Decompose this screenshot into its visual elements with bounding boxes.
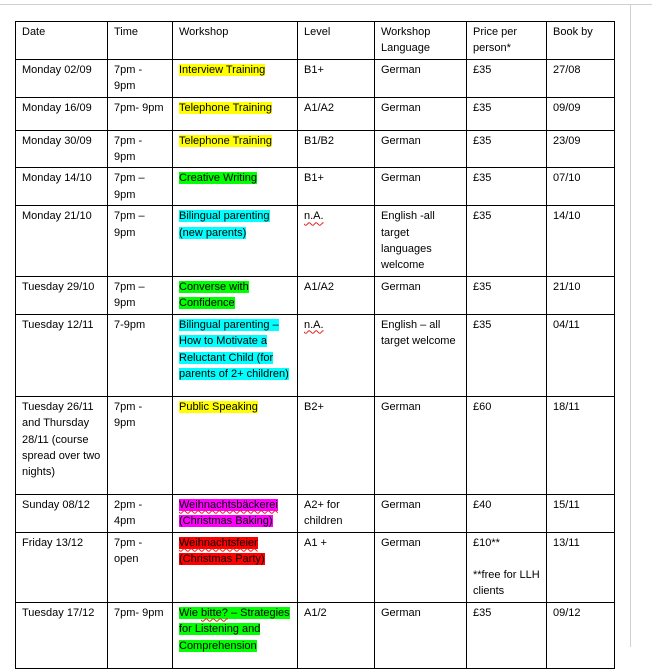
- table-row: [16, 276, 615, 314]
- cell-book-by: 09/09: [547, 97, 615, 130]
- cell-time: 7pm - 9pm: [108, 59, 173, 97]
- table-row: [16, 130, 615, 168]
- cell-date: Monday 30/09: [16, 130, 108, 168]
- workshop-highlight: [179, 537, 265, 565]
- cell-language: German: [375, 130, 467, 168]
- cell-date: Tuesday 17/12: [16, 602, 108, 668]
- page-right-border: [630, 4, 631, 647]
- workshop-title-english: (Christmas Party): [179, 552, 265, 565]
- cell-price: £35: [467, 314, 547, 396]
- cell-level: B1+: [298, 59, 375, 97]
- cell-workshop: [173, 276, 298, 314]
- header-language: Workshop Language: [375, 22, 467, 60]
- cell-language: German: [375, 97, 467, 130]
- cell-date: Monday 14/10: [16, 168, 108, 206]
- table-row: [16, 602, 615, 668]
- cell-workshop: [173, 314, 298, 396]
- price-value: £10**: [473, 536, 500, 549]
- cell-book-by: 15/11: [547, 494, 615, 532]
- table-row: [16, 532, 615, 602]
- cell-time: 7pm- 9pm: [108, 97, 173, 130]
- cell-level: [298, 314, 375, 396]
- cell-language: German: [375, 276, 467, 314]
- cell-time: 7pm - 9pm: [108, 396, 173, 494]
- workshop-highlight: [179, 499, 278, 527]
- cell-date: Monday 16/09: [16, 97, 108, 130]
- workshop-title-english: (Christmas Baking): [179, 515, 273, 528]
- header-date: Date: [16, 22, 108, 60]
- cell-price: £60: [467, 396, 547, 494]
- header-price: Price per person*: [467, 22, 547, 60]
- workshop-title-german: Weihnachtsbäckerei: [179, 498, 278, 511]
- price-spacer: [473, 551, 540, 567]
- cell-time: 7pm – 9pm: [108, 206, 173, 277]
- cell-level: A1/A2: [298, 97, 375, 130]
- workshop-title-prefix: Wie: [179, 606, 201, 619]
- cell-level: [298, 206, 375, 277]
- cell-date: Friday 13/12: [16, 532, 108, 602]
- cell-book-by: 04/11: [547, 314, 615, 396]
- cell-workshop: [173, 97, 298, 130]
- workshop-highlight: Telephone Training: [179, 101, 272, 114]
- workshop-highlight: Bilingual parenting (new parents): [179, 210, 270, 239]
- cell-language: German: [375, 494, 467, 532]
- cell-book-by: 14/10: [547, 206, 615, 277]
- cell-language: English -all target languages welcome: [375, 206, 467, 277]
- cell-time: 7pm – 9pm: [108, 168, 173, 206]
- workshop-schedule-table: [15, 21, 615, 669]
- cell-level: B1/B2: [298, 130, 375, 168]
- cell-language: German: [375, 59, 467, 97]
- cell-level: A1 +: [298, 532, 375, 602]
- cell-book-by: 13/11: [547, 532, 615, 602]
- table-row: [16, 396, 615, 494]
- cell-price: [467, 532, 547, 602]
- cell-book-by: 18/11: [547, 396, 615, 494]
- cell-book-by: 21/10: [547, 276, 615, 314]
- cell-book-by: 09/12: [547, 602, 615, 668]
- cell-date: Sunday 08/12: [16, 494, 108, 532]
- workshop-highlight: Public Speaking: [179, 400, 258, 413]
- level-text: n.A.: [304, 318, 324, 331]
- cell-workshop: [173, 532, 298, 602]
- cell-book-by: 27/08: [547, 59, 615, 97]
- cell-price: £40: [467, 494, 547, 532]
- cell-date: Monday 21/10: [16, 206, 108, 277]
- workshop-title-squiggle: bitte?: [201, 606, 228, 619]
- cell-price: £35: [467, 168, 547, 206]
- cell-date: Tuesday 12/11: [16, 314, 108, 396]
- workshop-title-german: Weihnachtsfeier: [179, 536, 258, 549]
- cell-price: £35: [467, 97, 547, 130]
- header-book-by: Book by: [547, 22, 615, 60]
- header-level: Level: [298, 22, 375, 60]
- cell-time: 2pm - 4pm: [108, 494, 173, 532]
- cell-date: Tuesday 26/11 and Thursday 28/11 (course spread over two nights): [16, 396, 108, 494]
- cell-language: English – all target welcome: [375, 314, 467, 396]
- header-time: Time: [108, 22, 173, 60]
- level-text: n.A.: [304, 210, 324, 223]
- cell-price: £35: [467, 206, 547, 277]
- cell-workshop: [173, 130, 298, 168]
- cell-time: 7-9pm: [108, 314, 173, 396]
- cell-level: B2+: [298, 396, 375, 494]
- cell-level: A1/2: [298, 602, 375, 668]
- cell-time: 7pm - 9pm: [108, 130, 173, 168]
- cell-workshop: [173, 168, 298, 206]
- cell-book-by: 07/10: [547, 168, 615, 206]
- cell-language: German: [375, 168, 467, 206]
- cell-time: 7pm - open: [108, 532, 173, 602]
- cell-price: £35: [467, 276, 547, 314]
- workshop-highlight: Interview Training: [179, 63, 266, 76]
- table-row: [16, 314, 615, 396]
- workshop-title-rest: – Strategies for Listening and Comprehension: [179, 606, 290, 652]
- cell-time: 7pm – 9pm: [108, 276, 173, 314]
- table-row: [16, 168, 615, 206]
- cell-level: B1+: [298, 168, 375, 206]
- cell-price: £35: [467, 59, 547, 97]
- cell-language: German: [375, 532, 467, 602]
- table-row: [16, 97, 615, 130]
- workshop-highlight: Telephone Training: [179, 134, 272, 147]
- cell-price: £35: [467, 602, 547, 668]
- header-row: [16, 22, 615, 60]
- cell-level: A1/A2: [298, 276, 375, 314]
- price-footnote: **free for LLH clients: [473, 568, 540, 598]
- table-row: [16, 59, 615, 97]
- header-workshop: Workshop: [173, 22, 298, 60]
- cell-book-by: 23/09: [547, 130, 615, 168]
- cell-level: A2+ for children: [298, 494, 375, 532]
- page-top-border: [0, 4, 652, 5]
- cell-time: 7pm- 9pm: [108, 602, 173, 668]
- cell-workshop: [173, 396, 298, 494]
- cell-date: Tuesday 29/10: [16, 276, 108, 314]
- cell-language: German: [375, 396, 467, 494]
- workshop-highlight: Converse with Confidence: [179, 280, 249, 310]
- workshop-highlight: Creative Writing: [179, 172, 258, 185]
- workshop-highlight: Bilingual parenting – How to Motivate a Reluctant Child (for parents of 2+ children): [179, 318, 289, 380]
- table-row: [16, 494, 615, 532]
- cell-date: Monday 02/09: [16, 59, 108, 97]
- cell-language: German: [375, 602, 467, 668]
- table-row: [16, 206, 615, 277]
- cell-workshop: [173, 206, 298, 277]
- cell-price: £35: [467, 130, 547, 168]
- workshop-highlight: [179, 607, 290, 652]
- cell-workshop: [173, 602, 298, 668]
- cell-workshop: [173, 494, 298, 532]
- cell-workshop: [173, 59, 298, 97]
